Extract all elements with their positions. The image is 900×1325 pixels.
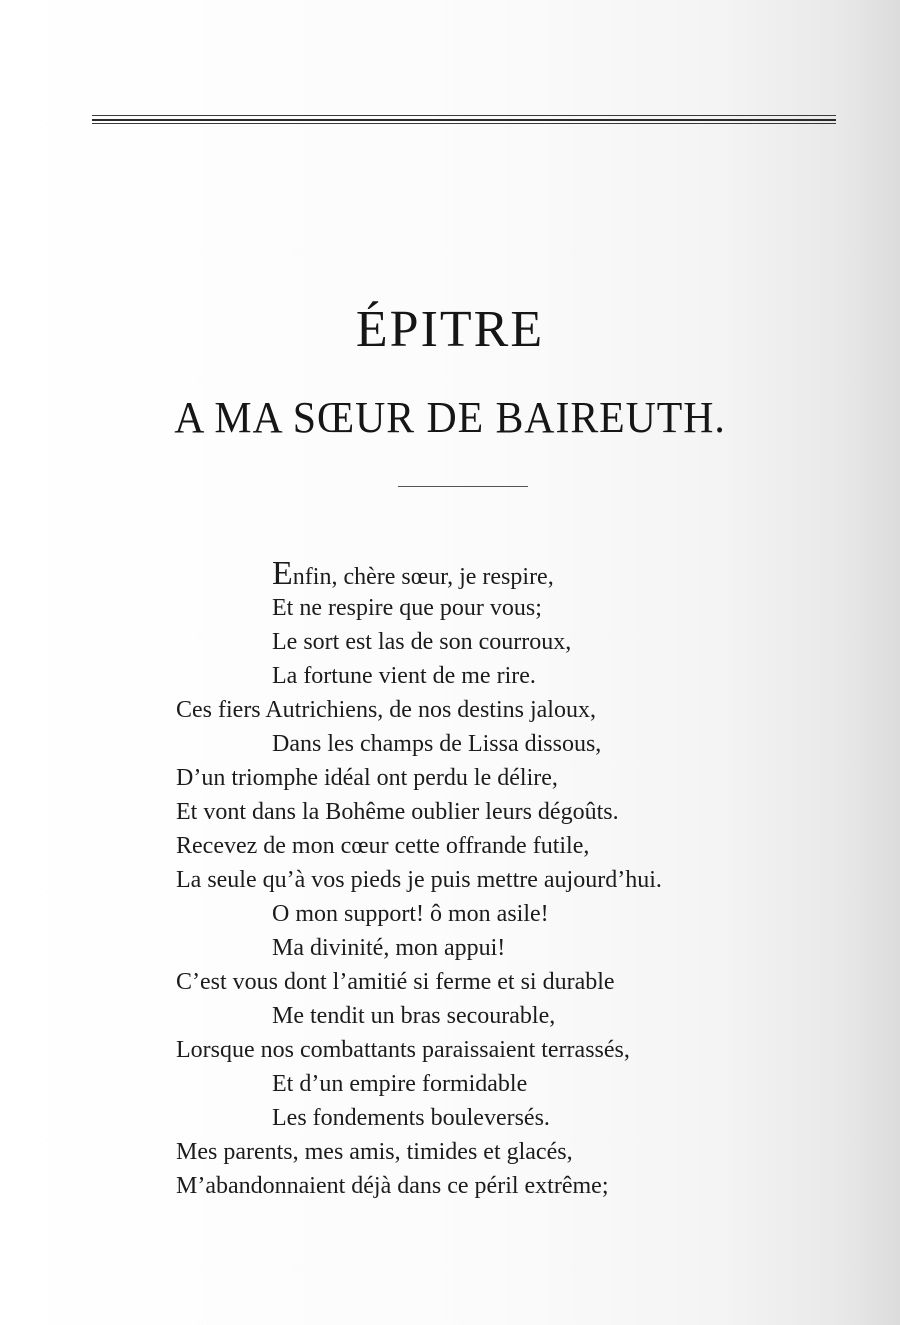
verse-line: Mes parents, mes amis, timides et glacés,: [176, 1139, 573, 1165]
verse-line: Dans les champs de Lissa dissous,: [272, 731, 602, 757]
verse-line: Enfin, chère sœur, je respire,: [272, 555, 554, 592]
verse-line: C’est vous dont l’amitié si ferme et si durable: [176, 969, 615, 995]
verse-line: Et d’un empire formidable: [272, 1071, 528, 1097]
verse-line: Et ne respire que pour vous;: [272, 595, 542, 621]
verse-line: Lorsque nos combattants paraissaient terrassés,: [176, 1037, 630, 1063]
verse-line: D’un triomphe idéal ont perdu le délire,: [176, 765, 558, 791]
verse-line: Le sort est las de son courroux,: [272, 629, 572, 655]
verse-line: La fortune vient de me rire.: [272, 663, 536, 689]
header-rule: [92, 115, 836, 124]
verse-line: Recevez de mon cœur cette offrande futile,: [176, 833, 590, 859]
verse-line: Me tendit un bras secourable,: [272, 1003, 556, 1029]
page-title: ÉPITRE: [355, 301, 545, 358]
verse-line: La seule qu’à vos pieds je puis mettre aujourd’hui.: [176, 867, 662, 893]
page-subtitle: A MA SŒUR DE BAIREUTH.: [174, 393, 726, 442]
verse-line: Ces fiers Autrichiens, de nos destins jaloux,: [176, 697, 596, 723]
verse-line: Et vont dans la Bohême oublier leurs dégoûts.: [176, 799, 619, 825]
verse-line: O mon support! ô mon asile!: [272, 901, 549, 927]
verse-line: Les fondements bouleversés.: [272, 1105, 550, 1131]
title-divider: [398, 486, 528, 487]
verse-line: Ma divinité, mon appui!: [272, 935, 506, 961]
drop-cap: E: [272, 555, 293, 592]
verse-line: M’abandonnaient déjà dans ce péril extrême;: [176, 1173, 609, 1199]
